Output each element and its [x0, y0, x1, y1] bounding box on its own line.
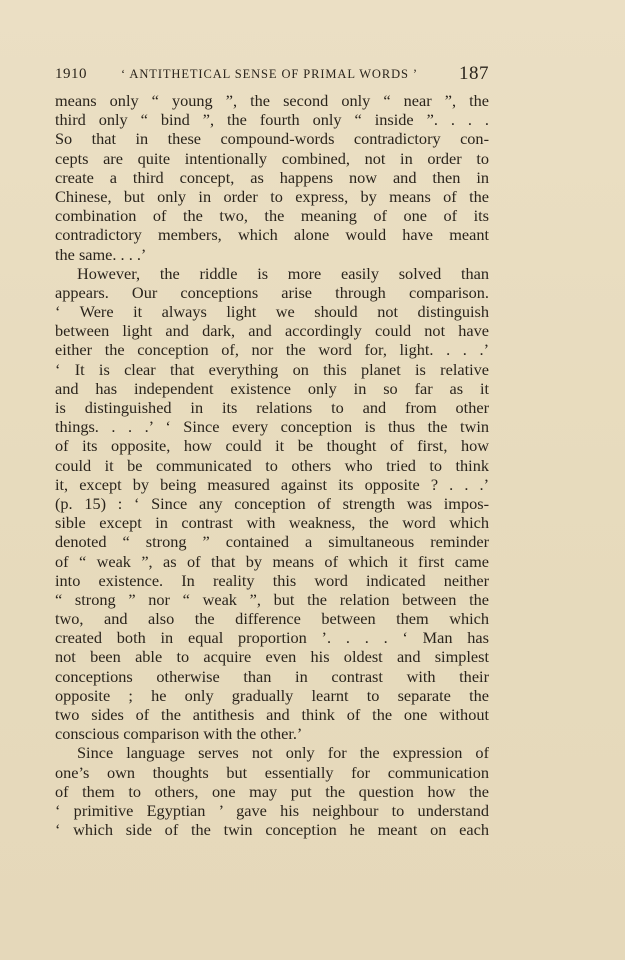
running-head-year: 1910 [55, 66, 87, 82]
text-line: “ strong ” nor “ weak ”, but the relation between the [55, 589, 489, 609]
text-line: two sides of the antithesis and think of the one without [55, 705, 489, 724]
text-line: is distinguished in its relations to and from other [55, 398, 489, 417]
text-line: (p. 15) : ‘ Since any conception of strength was impos- [55, 493, 489, 513]
text-line: opposite ; he only gradually learnt to separate the [55, 685, 489, 705]
text-line: either the conception of, nor the word for, light. . . .’ [55, 340, 489, 360]
text-line: combination of the two, the meaning of one of its [55, 206, 489, 226]
text-line: the same. . . .’ [55, 244, 147, 264]
text-line: it, except by being measured against its opposite ? . . .’ [55, 474, 489, 494]
text-line: into existence. In reality this word indicated neither [55, 570, 489, 590]
text-line: ‘ primitive Egyptian ’ gave his neighbour to understand [55, 800, 489, 820]
text-line: create a third concept, as happens now and then in [55, 167, 489, 187]
text-line: conscious comparison with the other.’ [55, 724, 303, 744]
text-line: denoted “ strong ” contained a simultaneous reminder [55, 532, 489, 552]
text-line: created both in equal proportion ’. . . . ‘ Man has [55, 628, 489, 648]
text-line: Chinese, but only in order to express, by means of the [55, 186, 489, 206]
text-line: sible except in contrast with weakness, the word which [55, 513, 489, 533]
text-line: ‘ It is clear that everything on this planet is relative [55, 359, 489, 379]
running-head [55, 62, 489, 86]
running-head-title: ‘ ANTITHETICAL SENSE OF PRIMAL WORDS ’ [121, 67, 418, 81]
body-text [55, 91, 489, 839]
text-line: conceptions otherwise than in contrast with their [55, 666, 489, 686]
text-line: third only “ bind ”, the fourth only “ inside ”. . . . [55, 110, 489, 130]
text-line: two, and also the difference between them which [55, 609, 489, 629]
text-line: not been able to acquire even his oldest and simplest [55, 647, 489, 667]
text-line: one’s own thoughts but essentially for communication [55, 762, 489, 782]
page-number: 187 [459, 63, 489, 84]
text-line: of its opposite, how could it be thought of first, how [55, 436, 489, 456]
text-line: contradictory members, which alone would have meant [55, 225, 489, 245]
text-line: appears. Our conceptions arise through comparison. [55, 282, 489, 302]
text-line: ‘ Were it always light we should not distinguish [55, 302, 489, 322]
text-line: However, the riddle is more easily solved than [77, 263, 489, 283]
text-line: things. . . .’ ‘ Since every conception is thus the twin [55, 417, 489, 437]
text-line: ‘ which side of the twin conception he meant on each [55, 820, 489, 840]
text-line: of them to others, one may put the question how the [55, 781, 489, 801]
text-line: Since language serves not only for the expression of [77, 743, 489, 763]
text-line: could it be communicated to others who tried to think [55, 455, 489, 475]
text-line: and has independent existence only in so far as it [55, 378, 489, 398]
text-line: means only “ young ”, the second only “ near ”, the [55, 91, 489, 110]
text-line: of “ weak ”, as of that by means of which it first came [55, 551, 489, 571]
text-line: So that in these compound-words contradictory con- [55, 129, 489, 149]
text-line: between light and dark, and accordingly could not have [55, 321, 489, 341]
text-line: cepts are quite intentionally combined, not in order to [55, 148, 489, 168]
